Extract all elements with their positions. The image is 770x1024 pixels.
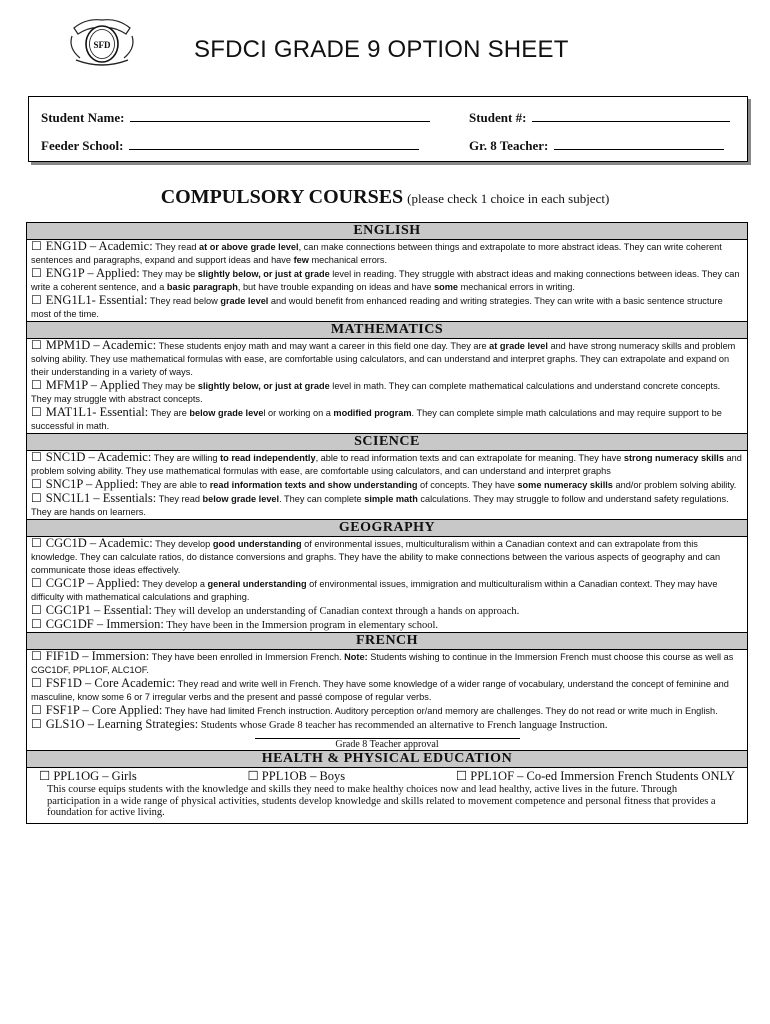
course-description: They read and write well in French. They have some knowledge of a wider range of vocabulary, understand the concept of feminine and masculine, know some 6 or 7 irregular verbs and the present and passé compose of regular verbs. bbox=[31, 679, 729, 702]
course-description: They may be slightly below, or just at grade level in reading. They struggle with abstract ideas and making connections between ideas. They can write a coherent sentence, and a basic paragraph, but have trouble expanding on ideas and have some mechanical errors in writing. bbox=[31, 269, 740, 292]
course-description: They are below grade level or working on a modified program. They can complete simple math calculations and may require support to be successful in math. bbox=[31, 408, 722, 431]
checkbox[interactable]: ☐ bbox=[31, 576, 42, 590]
english-courses bbox=[27, 240, 747, 321]
checkbox[interactable]: ☐ bbox=[31, 703, 42, 717]
course-option[interactable] bbox=[31, 478, 743, 492]
course-name: FIF1D – Immersion: bbox=[45, 649, 150, 663]
feeder-school-label: Feeder School: bbox=[41, 138, 124, 153]
course-description: They read at or above grade level, can make connections between things and extrapolate to more abstract ideas. They can write coherent sentences and paragraphs, expand and support ideas and have few mechanical errors. bbox=[31, 242, 722, 265]
section-header-science: SCIENCE bbox=[27, 433, 747, 451]
course-option[interactable] bbox=[31, 618, 743, 632]
gr8-teacher-field[interactable] bbox=[469, 137, 724, 154]
page-title: SFDCI GRADE 9 OPTION SHEET bbox=[194, 36, 569, 63]
checkbox[interactable]: ☐ bbox=[31, 266, 42, 280]
hpe-option-label: PPL1OB – Boys bbox=[261, 769, 346, 783]
course-name: MPM1D – Academic: bbox=[45, 338, 157, 352]
course-description: They will develop an understanding of Canadian context through a hands on approach. bbox=[152, 606, 520, 617]
course-option[interactable] bbox=[31, 379, 743, 406]
student-name-line[interactable] bbox=[130, 109, 430, 122]
student-info-box bbox=[28, 96, 748, 162]
course-name: ENG1L1- Essential: bbox=[45, 293, 148, 307]
checkbox[interactable]: ☐ bbox=[31, 477, 42, 491]
gr8-teacher-line[interactable] bbox=[554, 137, 724, 150]
checkbox[interactable]: ☐ bbox=[247, 769, 259, 783]
course-option[interactable] bbox=[31, 650, 743, 677]
course-option[interactable] bbox=[31, 451, 743, 478]
teacher-approval-line[interactable] bbox=[255, 732, 520, 739]
course-name: CGC1P1 – Essential: bbox=[45, 603, 153, 617]
hpe-courses bbox=[27, 768, 747, 824]
course-name: CGC1DF – Immersion: bbox=[45, 617, 164, 631]
course-description: They develop a general understanding of environmental issues, immigration and multiculturalism within a Canadian context. They may have difficulty with mathematical calculations and graphing. bbox=[31, 579, 718, 602]
course-option[interactable] bbox=[31, 577, 743, 604]
course-option[interactable] bbox=[31, 537, 743, 577]
checkbox[interactable]: ☐ bbox=[31, 603, 42, 617]
checkbox[interactable]: ☐ bbox=[31, 717, 42, 731]
student-name-field[interactable] bbox=[41, 109, 430, 126]
course-description: Students whose Grade 8 teacher has recommended an alternative to French language Instruction. bbox=[198, 720, 608, 731]
compulsory-courses-heading bbox=[0, 186, 770, 209]
student-number-line[interactable] bbox=[532, 109, 730, 122]
checkbox[interactable]: ☐ bbox=[39, 769, 51, 783]
hpe-option-coed-french[interactable] bbox=[456, 768, 735, 784]
hpe-option-label: PPL1OG – Girls bbox=[53, 769, 137, 783]
course-name: SNC1D – Academic: bbox=[45, 450, 152, 464]
section-header-french: FRENCH bbox=[27, 632, 747, 650]
course-name: ENG1P – Applied: bbox=[45, 266, 140, 280]
course-sections bbox=[26, 222, 748, 824]
course-name: CGC1D – Academic: bbox=[45, 536, 153, 550]
course-description: They are willing to read independently, able to read information texts and can extrapolate for meaning. They have strong numeracy skills and problem solving ability. They use mathematical formulas with ease, are comfortable using calculators, and can understand and interpret graphs bbox=[31, 453, 742, 476]
course-option[interactable] bbox=[31, 677, 743, 704]
course-description: They are able to read information texts and show understanding of concepts. They have some numeracy skills and/or problem solving ability. bbox=[138, 480, 737, 490]
course-name: MAT1L1- Essential: bbox=[45, 405, 149, 419]
course-option[interactable] bbox=[31, 267, 743, 294]
course-name: SNC1P – Applied: bbox=[45, 477, 139, 491]
course-description: They read below grade level. They can complete simple math calculations. They may struggle to follow and understand safety regulations. They are hands on learners. bbox=[31, 494, 729, 517]
hpe-options bbox=[31, 768, 743, 784]
hpe-option-girls[interactable] bbox=[39, 768, 137, 784]
course-option[interactable] bbox=[31, 718, 743, 732]
course-option[interactable] bbox=[31, 406, 743, 433]
compulsory-title: COMPULSORY COURSES bbox=[160, 186, 404, 208]
feeder-school-field[interactable] bbox=[41, 137, 419, 154]
feeder-school-line[interactable] bbox=[129, 137, 419, 150]
svg-text:SFD: SFD bbox=[93, 40, 111, 50]
school-crest-logo bbox=[66, 14, 138, 68]
hpe-option-boys[interactable] bbox=[247, 768, 345, 784]
teacher-approval-label: Grade 8 Teacher approval bbox=[335, 739, 439, 750]
course-name: ENG1D – Academic: bbox=[45, 239, 153, 253]
course-description: They read below grade level and would benefit from enhanced reading and writing strategies. They can write with a basic sentence structure most of the time. bbox=[31, 296, 723, 319]
course-name: FSF1D – Core Academic: bbox=[45, 676, 176, 690]
course-name: GLS1O – Learning Strategies: bbox=[45, 717, 199, 731]
french-courses bbox=[27, 650, 747, 732]
section-header-geography: GEOGRAPHY bbox=[27, 519, 747, 537]
student-number-field[interactable] bbox=[469, 109, 730, 126]
science-courses bbox=[27, 451, 747, 519]
section-header-health-pe: HEALTH & PHYSICAL EDUCATION bbox=[27, 750, 747, 768]
course-description: They develop good understanding of environmental issues, multiculturalism within a Canadian context and can extrapolate from this knowledge. They can calculate ratios, do distance conversions and graphs. They have the ability to make connections between the various aspects of geography and can communicate those ideas effectively. bbox=[31, 539, 721, 575]
course-option[interactable] bbox=[31, 492, 743, 519]
course-option[interactable] bbox=[31, 294, 743, 321]
course-description: They have had limited French instruction. Auditory perception or/and memory are challenges. They do not read or write much in English. bbox=[162, 706, 718, 716]
hpe-description: This course equips students with the knowledge and skills they need to make healthy choices now and lead healthy, active lives in the future. Through participation in a wide range of physical activities, students develop knowledge and skills related to movement competence and personal fitness that provides a foundation for active living. bbox=[47, 784, 716, 818]
course-description: They have been enrolled in Immersion French. Note: Students wishing to continue in the Immersion French must choose this course as well as CGC1DF, PPL1OF, ALC1OF. bbox=[31, 652, 734, 675]
math-courses bbox=[27, 339, 747, 433]
course-description: These students enjoy math and may want a career in this field one day. They are at grade level and have strong numeracy skills and problem solving ability. They use mathematical formulas with ease, are comfortable using calculators, and can understand and interpret graphs. They can extrapolate and expand on their understanding in a variety of ways. bbox=[31, 341, 736, 377]
checkbox[interactable]: ☐ bbox=[31, 676, 42, 690]
teacher-approval bbox=[27, 732, 747, 750]
checkbox[interactable]: ☐ bbox=[31, 293, 42, 307]
compulsory-subtitle: (please check 1 choice in each subject) bbox=[407, 191, 610, 206]
geography-courses bbox=[27, 537, 747, 632]
course-name: SNC1L1 – Essentials: bbox=[45, 491, 157, 505]
gr8-teacher-label: Gr. 8 Teacher: bbox=[469, 138, 549, 153]
checkbox[interactable]: ☐ bbox=[31, 536, 42, 550]
checkbox[interactable]: ☐ bbox=[31, 491, 42, 505]
student-number-label: Student #: bbox=[469, 110, 527, 125]
course-option[interactable] bbox=[31, 240, 743, 267]
course-option[interactable] bbox=[31, 604, 743, 618]
course-description: They may be slightly below, or just at grade level in math. They can complete mathematical calculations and understand concrete concepts. They may struggle with abstract concepts. bbox=[31, 381, 721, 404]
student-name-label: Student Name: bbox=[41, 110, 125, 125]
checkbox[interactable]: ☐ bbox=[31, 617, 42, 631]
checkbox[interactable]: ☐ bbox=[31, 378, 42, 392]
course-name: CGC1P – Applied: bbox=[45, 576, 140, 590]
checkbox[interactable]: ☐ bbox=[455, 769, 468, 783]
course-option[interactable] bbox=[31, 339, 743, 379]
course-name: MFM1P – Applied bbox=[45, 378, 140, 392]
section-header-english: ENGLISH bbox=[27, 222, 747, 240]
checkbox[interactable]: ☐ bbox=[31, 338, 42, 352]
checkbox[interactable]: ☐ bbox=[31, 450, 42, 464]
section-header-mathematics: MATHEMATICS bbox=[27, 321, 747, 339]
hpe-option-label: PPL1OF – Co-ed Immersion French Students ONLY bbox=[470, 769, 735, 783]
checkbox[interactable]: ☐ bbox=[31, 239, 42, 253]
checkbox[interactable]: ☐ bbox=[31, 649, 42, 663]
course-name: FSF1P – Core Applied: bbox=[45, 703, 163, 717]
checkbox[interactable]: ☐ bbox=[31, 405, 42, 419]
course-option[interactable] bbox=[31, 704, 743, 718]
course-description: They have been in the Immersion program in elementary school. bbox=[163, 620, 439, 631]
